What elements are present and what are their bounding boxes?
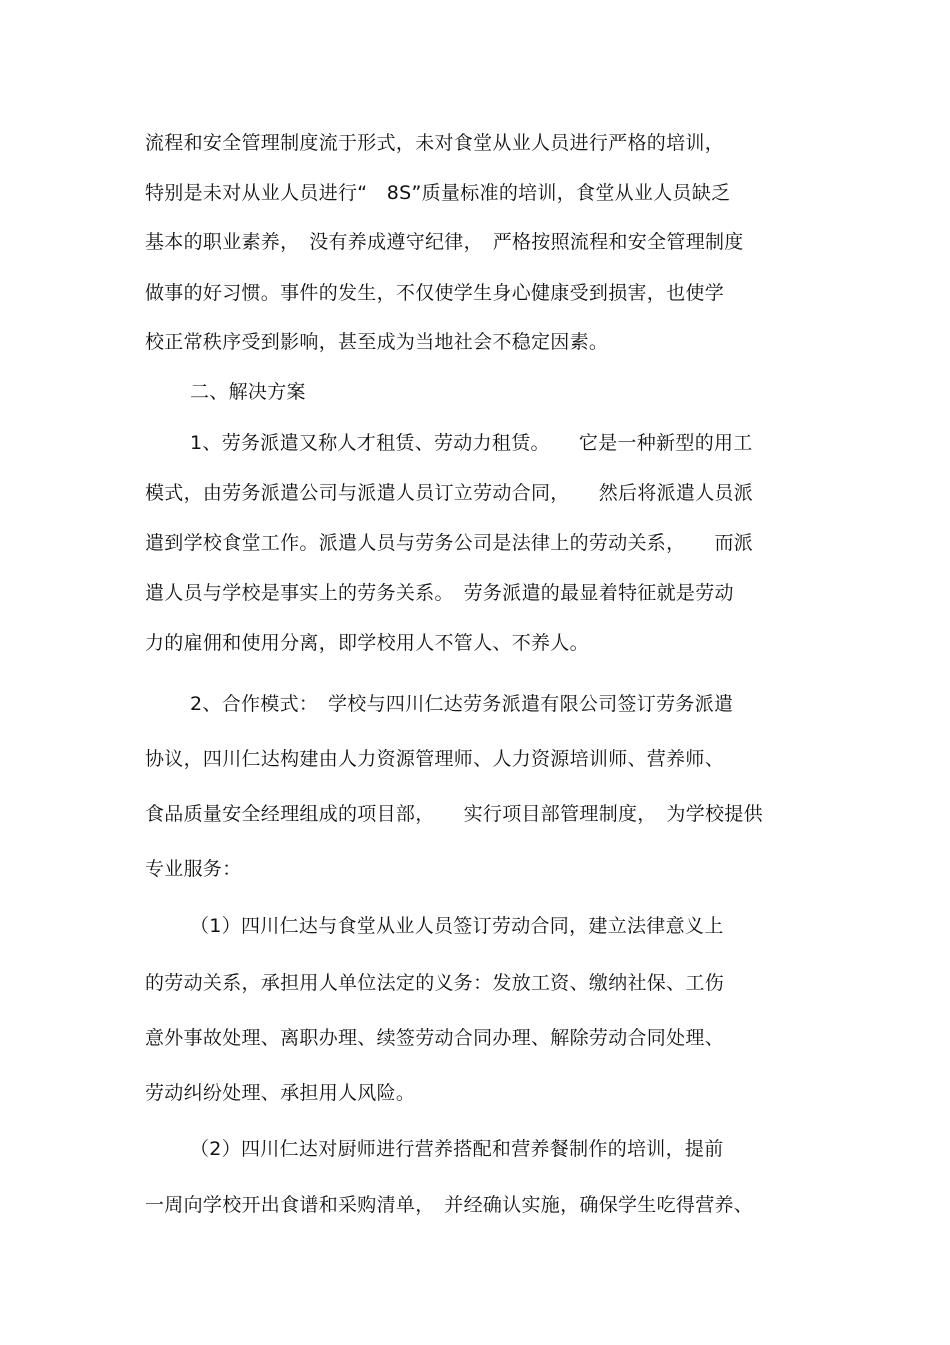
text-line: 模式，由劳务派遣公司与派遣人员订立劳动合同， 然后将派遣人员派 [145,482,754,504]
text-line: 2、合作模式： 学校与四川仁达劳务派遣有限公司签订劳务派遣 [190,693,734,715]
text-line: 流程和安全管理制度流于形式，未对食堂从业人员进行严格的培训， [145,132,725,154]
text-line: 的劳动关系，承担用人单位法定的义务：发放工资、缴纳社保、工伤 [145,972,725,994]
text-line: 力的雇佣和使用分离，即学校用人不管人、不养人。 [145,632,589,654]
text-line: （1）四川仁达与食堂从业人员签订劳动合同，建立法律意义上 [190,915,724,937]
text-line: 食品质量安全经理组成的项目部， 实行项目部管理制度， 为学校提供 [145,803,763,825]
text-line: 校正常秩序受到影响，甚至成为当地社会不稳定因素。 [145,331,609,353]
text-line: 特别是未对从业人员进行“ 8S”质量标准的培训，食堂从业人员缺乏 [145,182,731,204]
text-line: 遣到学校食堂工作。派遣人员与劳务公司是法律上的劳动关系， 而派 [145,532,754,554]
text-line: 劳动纠纷处理、承担用人风险。 [145,1082,416,1104]
text-line: 专业服务： [145,858,242,880]
text-line: 一周向学校开出食谱和采购清单， 并经确认实施，确保学生吃得营养、 [145,1194,754,1216]
text-line: 做事的好习惯。事件的发生，不仅使学生身心健康受到损害，也使学 [145,282,725,304]
text-line: 基本的职业素养， 没有养成遵守纪律， 严格按照流程和安全管理制度 [145,231,744,253]
text-line: 协议，四川仁达构建由人力资源管理师、人力资源培训师、营养师、 [145,748,725,770]
text-line: （2）四川仁达对厨师进行营养搭配和营养餐制作的培训，提前 [190,1138,724,1160]
text-line: 意外事故处理、离职办理、续签劳动合同办理、解除劳动合同处理、 [145,1027,725,1049]
text-line: 1、劳务派遣又称人才租赁、劳动力租赁。 它是一种新型的用工 [190,432,753,454]
section-heading: 二、解决方案 [190,381,306,403]
text-line: 遣人员与学校是事实上的劳务关系。 劳务派遣的最显着特征就是劳动 [145,582,734,604]
